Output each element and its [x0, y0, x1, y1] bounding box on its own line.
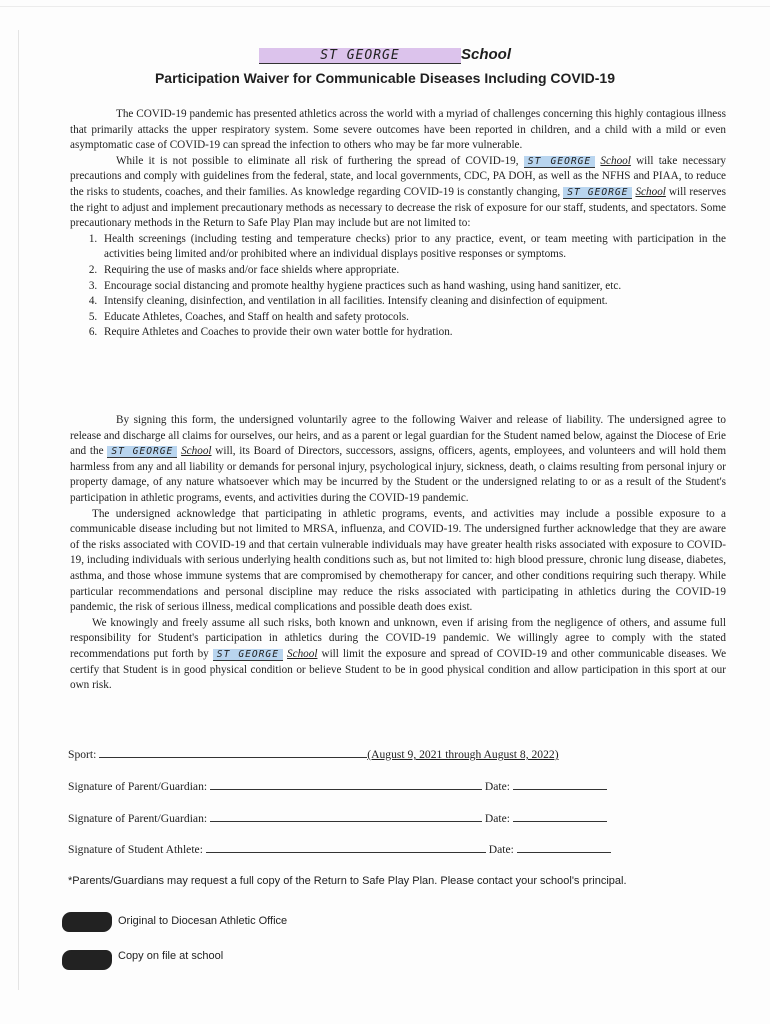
school-fill-1[interactable]: ST GEORGE — [524, 156, 595, 168]
student-signature-row — [68, 840, 611, 856]
school-fill-2[interactable]: ST GEORGE — [563, 187, 632, 199]
parent-signature-label-2: Signature of Parent/Guardian: — [68, 812, 208, 825]
waiver-paragraph-1 — [70, 413, 726, 507]
date-line-3[interactable] — [517, 840, 611, 853]
redaction-mark-1 — [62, 912, 112, 932]
list-item: 6. Require Athletes and Coaches to provide their own water bottle for hydration. — [100, 325, 726, 341]
list-item: 1. Health screenings (including testing and temperature checks) prior to any practice, event, or team meeting with participation in the activities being limited and/or prohibited where an individual displays positive responses or symptoms. — [100, 232, 726, 263]
school-label-1: School — [600, 154, 631, 167]
parent-signature-row-2 — [68, 809, 607, 825]
waiver-text-a: By signing this form, the undersigned voluntarily agree to the following Waiver and release of liability. The undersigned agree to release and discharge all claims for ourselves, our heirs, and as a parent or legal guardian for the Student named below, against the Diocese of Erie and the — [70, 414, 726, 458]
scan-edge-top — [0, 6, 770, 7]
list-item: 4. Intensify cleaning, disinfection, and ventilation in all facilities. Intensify cleaning and disinfection of equipment. — [100, 294, 726, 310]
sport-label: Sport: — [68, 748, 97, 761]
intro-paragraph-2 — [70, 154, 726, 232]
intro-text-b: will take necessary precautions and comply with guidelines from the federal, state, and local governments, CDC, PA DOH, as well as the NFHS and PIAA, to reduce the risks to students, coaches, and their families. As knowledge regarding COVID-19 is constantly changing, — [70, 154, 727, 198]
list-item: 2. Requiring the use of masks and/or face shields where appropriate. — [100, 263, 726, 279]
scan-edge-left — [18, 30, 19, 990]
parent-signature-line-1[interactable] — [210, 777, 482, 790]
copy-instruction-2: Copy on file at school — [118, 950, 224, 962]
precautions-list — [70, 232, 726, 341]
waiver-paragraph-3 — [70, 616, 726, 694]
season-dates: (August 9, 2021 through August 8, 2022) — [367, 748, 559, 761]
waiver-text-d: will limit the exposure and spread of COVID-19 and other communicable diseases. We certify that Student is in good physical condition or believe Student to be in good physical condition and allow participation in this sport at our own risk. — [70, 647, 727, 692]
intro-text-a: While it is not possible to eliminate all risk of furthering the spread of COVID-19, — [116, 154, 519, 167]
list-item: 3. Encourage social distancing and promote healthy hygiene practices such as hand washing, using hand sanitizer, etc. — [100, 279, 726, 295]
waiver-text-c: We knowingly and freely assume all such risks, both known and unknown, even if arising from the negligence of others, and assume full responsibility for Student's participation in athletics during the COVID-19 pandemic. We willingly agree to comply with the stated recommendations put forth by — [70, 616, 726, 660]
school-label-4: School — [287, 647, 318, 660]
student-signature-label: Signature of Student Athlete: — [68, 843, 203, 856]
school-label-2: School — [635, 185, 666, 198]
intro-text-c: will reserves the right to adjust and implement precautionary methods as necessary to decrease the risk of exposure for our staff, students, and spectators. Some precautionary methods in the Return to Safe Play Plan may include but are not limited to: — [70, 185, 726, 230]
waiver-paragraph-2: The undersigned acknowledge that participating in athletic programs, events, and activities may include a possible exposure to a communicable disease including but not limited to MRSA, influenza, and COVID-19. The undersigned further acknowledge that they are aware of the risks associated with COVID-19 and that certain vulnerable individuals may have greater health risks associated with exposure to COVID-19, including individuals with serious underlying health conditions such as, but not limited to: high blood pressure, chronic lung disease, diabetes, asthma, and those whose immune systems that are compromised by chemotherapy for cancer, and other conditions requiring such therapy. While particular recommendations and personal discipline may reduce the risks associated with participating in athletics during the COVID-19 pandemic, the risk of serious illness, medical complications and possible death does exist. — [70, 507, 726, 614]
intro-paragraph-1: The COVID-19 pandemic has presented athletics across the world with a myriad of challenges concerning this highly contagious illness that primarily attacks the upper respiratory system. Some severe outcomes have been reported in children, and a child with a mild or even asymptomatic case of COVID-19 can spread the infection to others who may be far more vulnerable. — [70, 108, 726, 152]
school-heading — [0, 46, 770, 64]
date-line-2[interactable] — [513, 809, 607, 822]
list-item: 5. Educate Athletes, Coaches, and Staff on health and safety protocols. — [100, 310, 726, 326]
student-signature-line[interactable] — [206, 840, 486, 853]
school-fill-3[interactable]: ST GEORGE — [107, 446, 177, 458]
school-fill-4[interactable]: ST GEORGE — [213, 649, 283, 661]
intro-section — [70, 107, 726, 341]
waiver-section — [70, 413, 726, 694]
waiver-text-b: will, its Board of Directors, successors, assigns, officers, agents, employees, and volunteers and will hold them harmless from any and all liability or demands for personal injury, psychological injury, sickness, death, o claims resulting from personal injury or property damage, of any nature whatsoever which may be incurred by the Student or the undersigned relating to or as a result of the Student's participation in athletic programs, events, and activities during the COVID-19 pandemic. — [70, 445, 727, 504]
page-title: Participation Waiver for Communicable Diseases Including COVID-19 — [154, 70, 616, 86]
redaction-mark-2 — [62, 950, 112, 970]
date-label-3: Date: — [488, 843, 514, 856]
date-label-2: Date: — [484, 812, 511, 825]
parent-signature-row-1 — [68, 777, 607, 793]
school-label-3: School — [181, 445, 212, 458]
date-label-1: Date: — [484, 780, 511, 793]
date-line-1[interactable] — [513, 777, 607, 790]
copy-instruction-1: Original to Diocesan Athletic Office — [118, 915, 288, 927]
parent-signature-label-1: Signature of Parent/Guardian: — [68, 780, 208, 793]
school-label: School — [460, 46, 511, 63]
school-name-fill[interactable]: ST GEORGE — [259, 48, 461, 64]
sport-input-line[interactable] — [99, 745, 367, 758]
parent-signature-line-2[interactable] — [210, 809, 482, 822]
sport-row — [68, 745, 559, 761]
footnote: *Parents/Guardians may request a full copy of the Return to Safe Play Plan. Please contact your school's principal. — [68, 875, 627, 887]
